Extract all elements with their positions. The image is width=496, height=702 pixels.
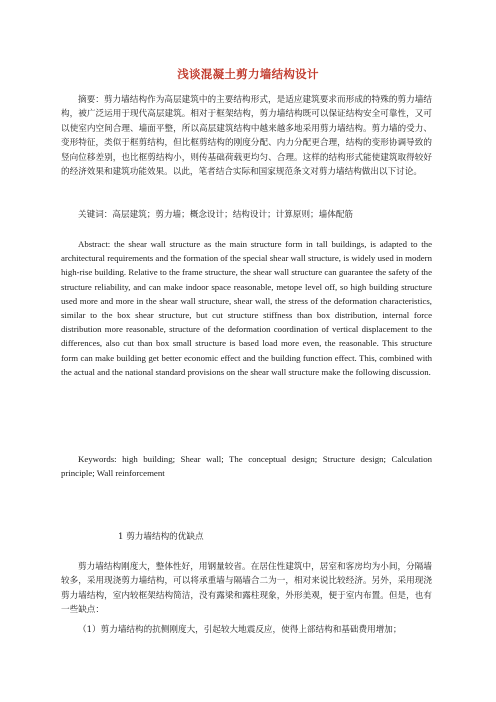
abstract-chinese: 摘要：剪力墙结构作为高层建筑中的主要结构形式，是适应建筑要求而形成的特殊的剪力墙结构，被广泛运用于现代高层建筑。相对于框架结构，剪力墙结构既可以保证结构安全可靠性，又可以使室内空间合理、墙面平整，所以高层建筑结构中越来越多地采用剪力墙结构。剪力墙的受力、变形特征，类似于框剪结构，但比框剪结构的刚度分配、内力分配更合理，结构的变形协调导致的竖向位移差别，也比框剪结构小，则传基础荷载更均匀、合理。这样的结构形式能使建筑取得较好的经济效果和建筑功能效果。以此，笔者结合实际和国家规范条文对剪力墙结构做出以下讨论。	[61, 95, 432, 178]
abstract-english: Abstract: the shear wall structure as the main structure form in tall buildings, is adapted to the architectural requirements and the formation of the special shear wall structure, is widely used in modern high-rise building. Relative to the frame structure, the shear wall structure can guarantee the safety of the structure reliability, and can make indoor space reasonable, metope level off, so high building structure used more and more in the shear wall structure, shear wall, the stress of the deformation characteristics, similar to the box shear structure, but cut structure stiffness than box distribution, internal force distribution more reasonable, structure of the deformation coordination of vertical displacement to the differences, also cut than box small structure is based load more even, the reasonable. This structure form can make building get better economic effect and the building function effect. This, combined with the actual and the national standard provisions on the shear wall structure make the following discussion.	[61, 239, 432, 377]
list-item: （1）剪力墙结构的抗侧刚度大，引起较大地震反应，使得上部结构和基础费用增加；	[78, 625, 402, 635]
section-paragraph: 剪力墙结构刚度大，整体性好，用钢量较省。在居住性建筑中，居室和客房均为小间，分隔墙较多，采用现浇剪力墙结构，可以将承重墙与隔墙合二为一，相对来说比较经济。另外，采用现浇剪力墙结构，室内较框架结构简洁，没有露梁和露柱现象，外形美观，便于室内布置。但是，也有一些缺点：	[61, 562, 432, 616]
keywords-english: Keywords: high building; Shear wall; The conceptual design; Structure design; Calculation principle; Wall reinforcement	[61, 454, 432, 479]
keywords-chinese: 关键词：高层建筑；剪力墙；概念设计；结构设计；计算原则；墙体配筋	[78, 210, 354, 220]
section-heading: 1 剪力墙结构的优缺点	[118, 532, 204, 542]
document-title: 浅谈混凝土剪力墙结构设计	[177, 67, 319, 81]
